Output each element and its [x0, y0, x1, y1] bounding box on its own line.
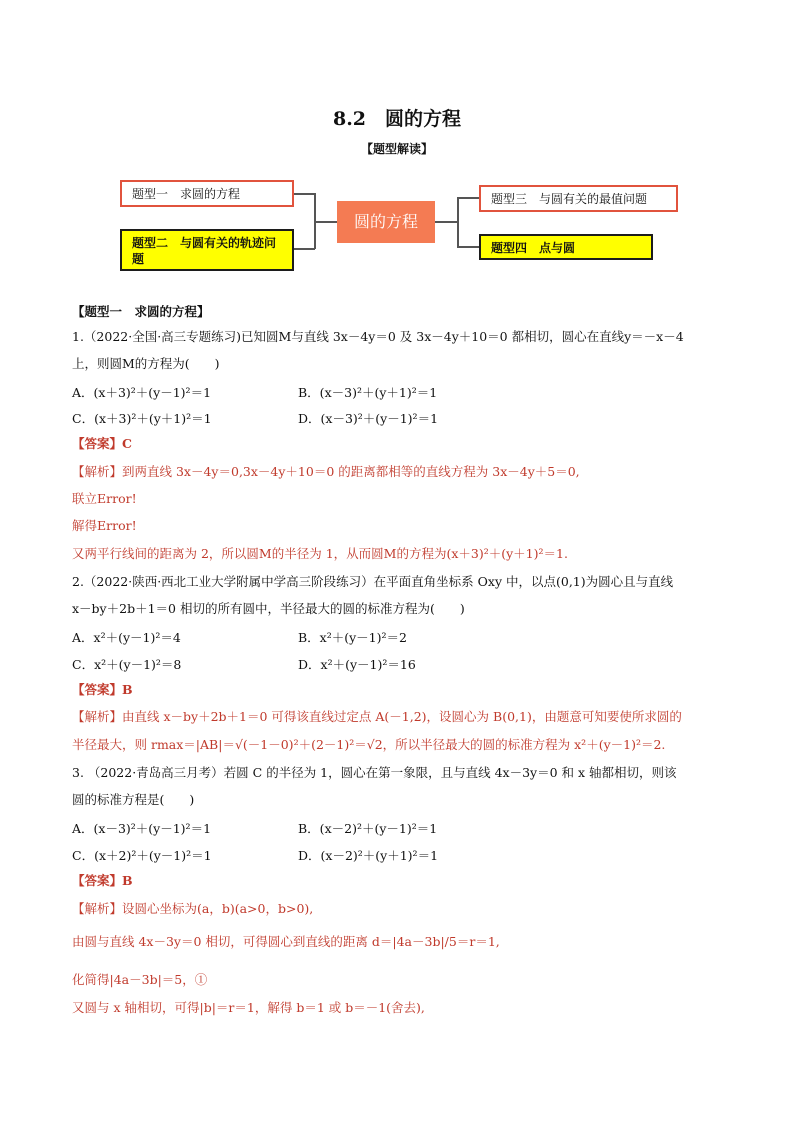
q3-option-b: B．(x－2)²＋(y－1)²＝1: [298, 821, 438, 836]
page-subtitle: 【题型解读】: [360, 142, 433, 156]
q3-stem-line2: 圆的标准方程是( ): [72, 792, 195, 807]
q1-stem-line1: 1.（2022·全国·高三专题练习)已知圆M与直线 3x－4y＝0 及 3x－4y＋10＝0 都相切，圆心在直线y＝－x－4: [72, 329, 684, 344]
q3-analysis-line2: 由圆与直线 4x－3y＝0 相切，可得圆心到直线的距离 d＝|4a－3b|/5＝r＝1,: [72, 934, 500, 949]
q1-answer: 【答案】C: [72, 436, 132, 451]
q3-option-d: D．(x－2)²＋(y＋1)²＝1: [298, 848, 439, 863]
mindmap-label: 题型二 与圆有关的轨迹问题: [132, 236, 277, 266]
connector-right-top: [457, 197, 479, 199]
q2-analysis-line1: 【解析】由直线 x－by＋2b＋1＝0 可得该直线过定点 A(－1,2)，设圆心为 B(0,1)，由题意可知要使所求圆的: [72, 709, 682, 724]
q3-option-c: C．(x＋2)²＋(y－1)²＝1: [72, 848, 212, 863]
q2-stem-line1: 2.（2022·陕西·西北工业大学附属中学高三阶段练习）在平面直角坐标系 Oxy 中，以点(0,1)为圆心且与直线: [72, 574, 674, 589]
q3-analysis-line1: 【解析】设圆心坐标为(a，b)(a>0，b>0),: [72, 901, 314, 916]
connector-right-bottom: [457, 246, 479, 248]
q2-analysis-line2: 半径最大，则 rmax＝|AB|＝√(－1－0)²＋(2－1)²＝√2，所以半径最大的圆的标准方程为 x²＋(y－1)²＝2.: [72, 737, 666, 752]
connector-left-top: [294, 193, 315, 195]
page-title: 8.2 圆的方程: [332, 108, 462, 130]
q1-stem-line2: 上，则圆M的方程为( ): [72, 356, 220, 371]
q1-analysis-line2: 联立Error!: [72, 491, 137, 506]
mindmap-right-item-2: [479, 234, 653, 260]
section-heading: 【题型一 求圆的方程】: [72, 304, 210, 319]
q1-analysis-line3: 解得Error!: [72, 518, 137, 533]
q3-stem-line1: 3. （2022·青岛高三月考）若圆 C 的半径为 1，圆心在第一象限，且与直线 4x－3y＝0 和 x 轴都相切，则该: [72, 765, 677, 780]
q1-option-c: C．(x＋3)²＋(y＋1)²＝1: [72, 411, 212, 426]
mindmap-label: 题型三 与圆有关的最值问题: [491, 192, 648, 206]
q3-analysis-line3: 化简得|4a－3b|＝5，①: [72, 972, 208, 987]
connector-left-bottom: [294, 248, 315, 250]
q2-answer: 【答案】B: [72, 682, 133, 697]
mindmap-left-item-2: [120, 229, 294, 271]
q2-option-a: A．x²＋(y－1)²＝4: [72, 630, 181, 645]
q3-answer: 【答案】B: [72, 873, 133, 888]
mindmap-label: 题型一 求圆的方程: [132, 187, 241, 201]
mindmap-label: 题型四 点与圆: [491, 241, 576, 255]
q3-analysis-line4: 又圆与 x 轴相切，可得|b|＝r＝1，解得 b＝1 或 b＝－1(舍去),: [72, 1000, 425, 1015]
mindmap-left-item-1: [120, 180, 294, 207]
q1-option-b: B．(x－3)²＋(y＋1)²＝1: [298, 385, 438, 400]
q1-analysis-line4: 又两平行线间的距离为 2，所以圆M的半径为 1，从而圆M的方程为(x＋3)²＋(y＋1)²＝1.: [72, 546, 568, 561]
q3-option-a: A．(x－3)²＋(y－1)²＝1: [72, 821, 212, 836]
q2-stem-line2: x－by＋2b＋1＝0 相切的所有圆中，半径最大的圆的标准方程为( ): [72, 601, 465, 616]
q1-option-a: A．(x＋3)²＋(y－1)²＝1: [72, 385, 212, 400]
q2-option-d: D．x²＋(y－1)²＝16: [298, 657, 416, 672]
connector-right-vertical: [457, 197, 459, 247]
connector-right-center: [435, 221, 458, 223]
q1-analysis-line1: 【解析】到两直线 3x－4y＝0,3x－4y＋10＝0 的距离都相等的直线方程为 3x－4y＋5＝0,: [72, 464, 580, 479]
mindmap-right-item-1: [479, 185, 678, 212]
mindmap-center: 圆的方程: [337, 201, 435, 243]
q2-option-b: B．x²＋(y－1)²＝2: [298, 630, 407, 645]
q1-option-d: D．(x－3)²＋(y－1)²＝1: [298, 411, 439, 426]
connector-left-center: [314, 221, 337, 223]
q2-option-c: C．x²＋(y－1)²＝8: [72, 657, 182, 672]
